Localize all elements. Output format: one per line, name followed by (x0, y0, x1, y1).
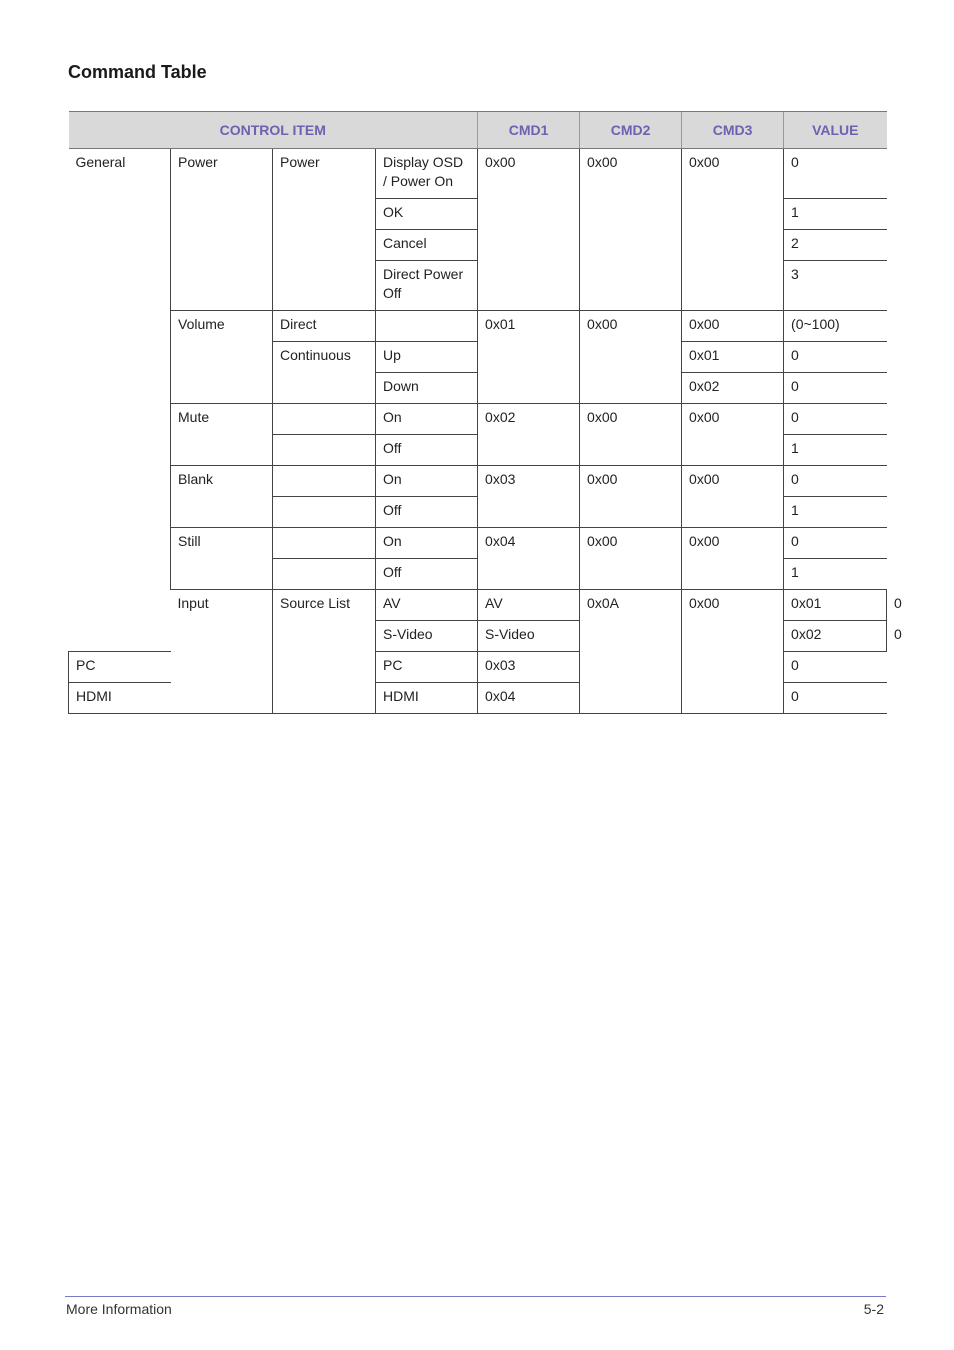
empty-cell (273, 404, 376, 435)
option-off: Off (376, 559, 478, 590)
empty-cell (273, 528, 376, 559)
cmd1-cell: 0x00 (478, 149, 580, 311)
cmd2-cell: 0x00 (682, 590, 784, 714)
volume-down: Down (376, 373, 478, 404)
cmd3-cell: 0x02 (682, 373, 784, 404)
command-table (68, 111, 902, 714)
header-cmd2: CMD2 (580, 112, 682, 149)
value-cell: 0 (784, 683, 887, 714)
subitem-direct: Direct (273, 311, 376, 342)
source-option: S-Video (478, 621, 580, 652)
header-control-item: CONTROL ITEM (69, 112, 478, 149)
cmd2-cell: 0x00 (580, 466, 682, 528)
cmd1-cell: 0x04 (478, 528, 580, 590)
empty-cell (376, 311, 478, 342)
source-name: PC (69, 652, 171, 683)
power-option: Display OSD / Power On (376, 149, 478, 199)
value-cell: 1 (784, 199, 887, 230)
value-cell: 0 (784, 404, 887, 435)
cmd2-cell: 0x00 (580, 528, 682, 590)
value-cell: 0 (784, 466, 887, 497)
page-title: Command Table (68, 62, 207, 82)
empty-cell (273, 466, 376, 497)
value-cell: 0 (784, 373, 887, 404)
power-option: Direct Power Off (376, 261, 478, 311)
cmd1-cell: 0x0A (580, 590, 682, 714)
cmd3-cell: 0x04 (478, 683, 580, 714)
cmd3-cell: 0x01 (784, 590, 887, 621)
page-number: 5-2 (863, 1301, 884, 1317)
value-cell: (0~100) (784, 311, 887, 342)
table-row (69, 466, 887, 497)
value-cell: 1 (784, 497, 887, 528)
option-off: Off (376, 497, 478, 528)
subitem-power: Power (273, 149, 376, 311)
source-option: HDMI (376, 683, 478, 714)
value-cell: 3 (784, 261, 887, 311)
source-name: HDMI (69, 683, 171, 714)
source-option: PC (376, 652, 478, 683)
cmd1-cell: 0x01 (478, 311, 580, 404)
footer-section-title: More Information (66, 1301, 172, 1317)
table-row (69, 149, 887, 199)
cmd2-cell: 0x00 (580, 404, 682, 466)
option-on: On (376, 466, 478, 497)
group-general: General (69, 149, 171, 652)
source-name: S-Video (376, 621, 478, 652)
value-cell: 0 (784, 342, 887, 373)
item-volume: Volume (171, 311, 273, 404)
power-option: Cancel (376, 230, 478, 261)
cmd3-cell: 0x00 (682, 404, 784, 466)
value-cell: 0 (784, 149, 887, 199)
table-header-row (69, 112, 887, 149)
item-still: Still (171, 528, 273, 590)
value-cell: 1 (784, 559, 887, 590)
source-name: AV (376, 590, 478, 621)
table-row: Input Source List AV AV 0x0A 0x00 0x01 0 (69, 590, 887, 621)
cmd3-cell: 0x00 (682, 528, 784, 590)
group-input: Input (171, 590, 273, 714)
cmd1-cell: 0x02 (478, 404, 580, 466)
item-mute: Mute (171, 404, 273, 466)
power-option: OK (376, 199, 478, 230)
cmd3-cell: 0x02 (784, 621, 887, 652)
volume-up: Up (376, 342, 478, 373)
cmd3-cell: 0x03 (478, 652, 580, 683)
table-row: S-Video S-Video 0x02 0 (69, 621, 887, 652)
cmd3-cell: 0x01 (682, 342, 784, 373)
header-cmd3: CMD3 (682, 112, 784, 149)
cmd3-cell: 0x00 (682, 311, 784, 342)
header-cmd1: CMD1 (478, 112, 580, 149)
table-row (69, 404, 887, 435)
item-blank: Blank (171, 466, 273, 528)
cmd2-cell: 0x00 (580, 311, 682, 404)
option-off: Off (376, 435, 478, 466)
cmd2-cell: 0x00 (580, 149, 682, 311)
option-on: On (376, 404, 478, 435)
item-source-list: Source List (273, 590, 376, 714)
table-row (69, 311, 887, 342)
option-on: On (376, 528, 478, 559)
empty-cell (273, 435, 376, 466)
value-cell: 1 (784, 435, 887, 466)
table-row (69, 528, 887, 559)
subitem-continuous: Continuous (273, 342, 376, 404)
cmd3-cell: 0x00 (682, 466, 784, 528)
empty-cell (273, 497, 376, 528)
cmd1-cell: 0x03 (478, 466, 580, 528)
cmd3-cell: 0x00 (682, 149, 784, 311)
footer-divider (65, 1296, 886, 1297)
source-option: AV (478, 590, 580, 621)
item-power: Power (171, 149, 273, 311)
value-cell: 0 (784, 652, 887, 683)
header-value: VALUE (784, 112, 887, 149)
value-cell: 2 (784, 230, 887, 261)
value-cell: 0 (784, 528, 887, 559)
empty-cell (273, 559, 376, 590)
